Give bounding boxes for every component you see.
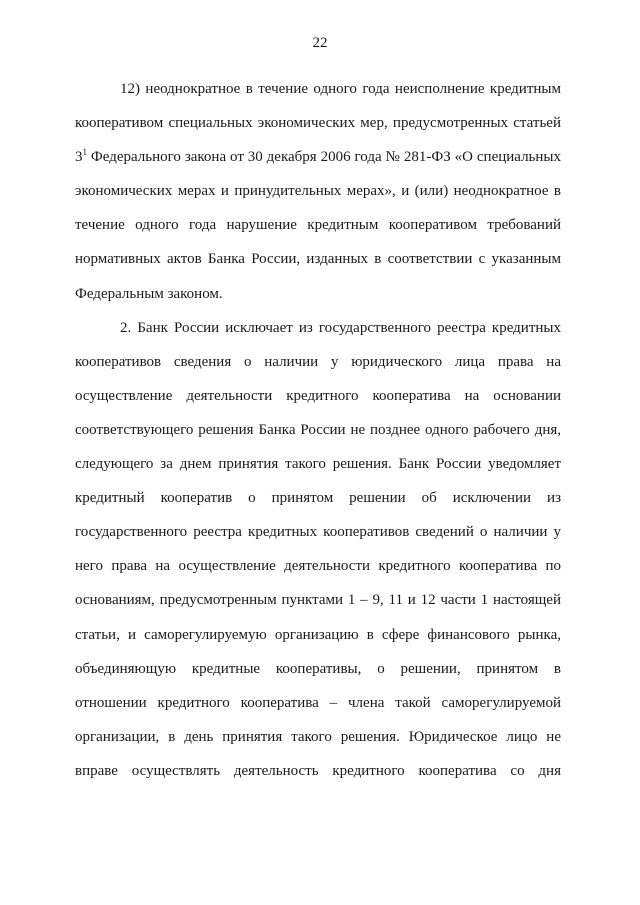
text-line: государственного реестра кредитных кооперативов сведений о наличии у bbox=[75, 524, 561, 541]
article-number: 3 bbox=[75, 149, 83, 166]
document-body bbox=[75, 72, 561, 788]
text-line: осуществление деятельности кредитного кооператива на основании bbox=[75, 387, 561, 404]
text-line: следующего за днем принятия такого решения. Банк России уведомляет bbox=[75, 456, 561, 473]
paragraph-part-2 bbox=[75, 311, 561, 788]
article-superscript: 1 bbox=[82, 147, 87, 158]
text-line: статьи, и саморегулируемую организацию в сфере финансового рынка, bbox=[75, 626, 561, 643]
text-line: Федеральным законом. bbox=[75, 285, 223, 302]
text-line: основаниям, предусмотренным пунктами 1 – 9, 11 и 12 части 1 настоящей bbox=[75, 592, 561, 609]
text-line: вправе осуществлять деятельность кредитного кооператива со дня bbox=[75, 762, 561, 779]
text-line: организации, в день принятия такого решения. Юридическое лицо не bbox=[75, 728, 561, 745]
text-line: него права на осуществление деятельности кредитного кооператива по bbox=[75, 558, 561, 575]
text-line: течение одного года нарушение кредитным кооперативом требований bbox=[75, 217, 561, 234]
text-line: кооперативом специальных экономических мер, предусмотренных статьей bbox=[75, 115, 561, 132]
text-line: 12) неоднократное в течение одного года неисполнение кредитным bbox=[120, 81, 561, 97]
text-line: 2. Банк России исключает из государственного реестра кредитных bbox=[120, 319, 561, 336]
text-line: экономических мерах и принудительных мерах», и (или) неоднократное в bbox=[75, 183, 561, 200]
text-line: кооперативов сведения о наличии у юридического лица права на bbox=[75, 353, 561, 370]
text-line-rest: Федерального закона от 30 декабря 2006 года № 281-ФЗ «О специальных bbox=[90, 149, 561, 166]
text-line: кредитный кооператив о принятом решении об исключении из bbox=[75, 490, 561, 507]
text-line: нормативных актов Банка России, изданных в соответствии с указанным bbox=[75, 251, 561, 268]
text-line: объединяющую кредитные кооперативы, о решении, принятом в bbox=[75, 660, 561, 677]
page-number: 22 bbox=[312, 35, 328, 51]
text-line: соответствующего решения Банка России не позднее одного рабочего дня, bbox=[75, 421, 561, 438]
text-line: отношении кредитного кооператива – члена такой саморегулируемой bbox=[75, 694, 561, 711]
paragraph-item-12 bbox=[75, 72, 561, 311]
text-line-with-superscript bbox=[75, 140, 561, 174]
